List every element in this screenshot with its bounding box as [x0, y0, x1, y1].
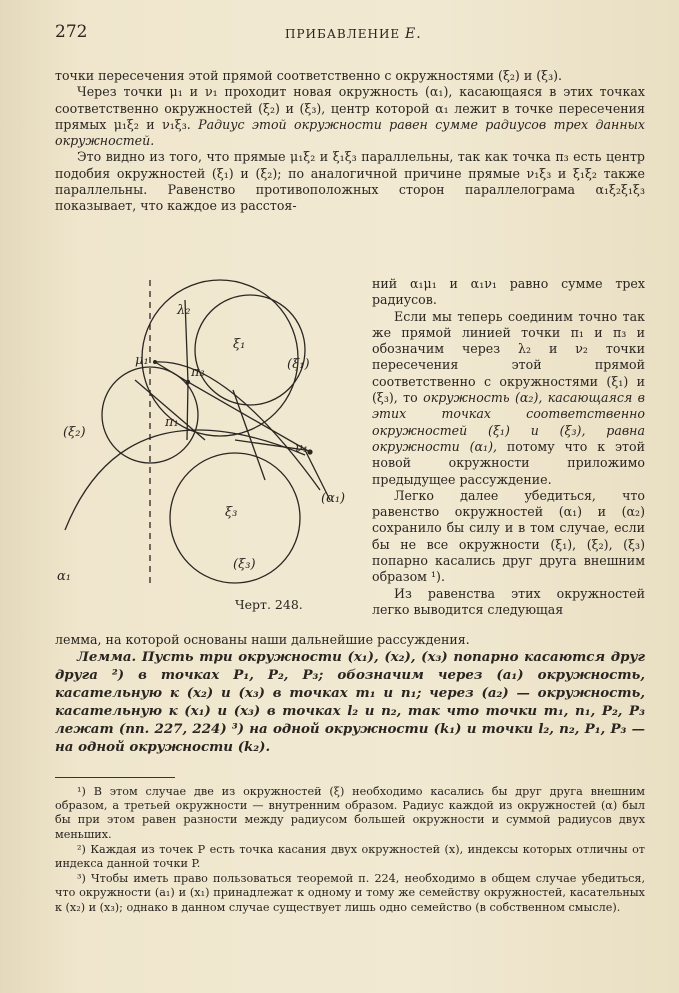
- paragraph: Из равенства этих окружностей легко выводится следующая: [372, 585, 645, 617]
- figure-caption: Черт. 248.: [235, 597, 303, 612]
- footnote: ²) Каждая из точек P есть точка касания двух окружностей (x), индексы которых отличны от индекса данной точки P.: [55, 842, 645, 871]
- footnote-rule: [55, 777, 175, 778]
- emphasis: Радиус этой окружности равен сумме радиусов трех данных окружностей.: [55, 116, 645, 149]
- label-nu1: ν₁: [295, 441, 309, 456]
- label-alpha1-center: α₁: [57, 569, 71, 584]
- line-xi2: [135, 380, 205, 440]
- point-pi3: [186, 380, 190, 384]
- paragraph: Через точки μ₁ и ν₁ проходит новая окружность (α₁), касающаяся в этих точках соответственно окружностей (ξ₂) и (ξ₃), центр которой α₁ лежит в точке пересечения прямых μ₁ξ₂ и ν₁ξ₃. Радиус этой окружности равен сумме радиусов трех данных окружностей.: [55, 84, 645, 149]
- emphasis: окружность (α₂), касающаяся в этих точках соответственно окружностей (ξ₁) и (ξ₃), равна окружности (α₁),: [372, 390, 645, 454]
- label-lambda2: λ₂: [177, 303, 191, 318]
- circle-xi1: [195, 295, 305, 405]
- page-number: 272: [55, 22, 88, 42]
- line-mu1-nu1: [155, 362, 310, 452]
- label-mu1: μ₁: [135, 353, 149, 368]
- line-lambda2: [185, 300, 188, 440]
- page-header: [55, 22, 639, 44]
- line-nu1: [235, 440, 330, 500]
- paragraph: ний α₁μ₁ и α₁ν₁ равно сумме трех радиусов.: [372, 276, 645, 308]
- label-xi3-circle: (ξ₃): [233, 557, 256, 572]
- paragraph: Это видно из того, что прямые μ₁ξ₂ и ξ₁ξ₃ параллельны, так как точка π₃ есть центр подобия окружностей (ξ₁) и (ξ₂); по аналогичной причине прямые ν₁ξ₃ и ξ₁ξ₂ также параллельны. Равенство противоположных сторон параллелограма α₁ξ₂ξ₁ξ₃ показывает, что каждое из расстоя-: [55, 149, 645, 214]
- paragraph: точки пересечения этой прямой соответственно с окружностями (ξ₂) и (ξ₃).: [55, 68, 563, 83]
- paragraph: Легко далее убедиться, что равенство окружностей (α₁) и (α₂) сохранило бы силу и в том случае, если бы не все окружности (ξ₁), (ξ₂), (ξ₃) попарно касались друг друга внешним образом ¹).: [372, 487, 645, 585]
- body-text-top: [55, 68, 645, 215]
- label-xi2-circle: (ξ₂): [63, 425, 86, 440]
- body-text-right: [372, 276, 645, 618]
- paragraph: Если мы теперь соединим точно так же прямой линией точки π₁ и π₃ и обозначим через λ₂ и ν₂ точки пересечения этой прямой соответственно с окружностями (ξ₁) и (ξ₃), то окружность (α₂), касающаяся в этих точках соответственно окружностей (ξ₁) и (ξ₃), равна окружности (α₁), потому что к этой новой окружности приложимо предыдущее рассуждение.: [372, 308, 645, 487]
- paragraph: лемма, на которой основаны наши дальнейшие рассуждения.: [55, 632, 470, 647]
- label-xi1-circle: (ξ₁): [287, 357, 310, 372]
- footnotes: [55, 785, 645, 916]
- point-mu1: [153, 360, 157, 364]
- body-text-bottom: [55, 632, 645, 756]
- label-pi1: π₁: [165, 415, 179, 430]
- lemma: Лемма. Пусть три окружности (x₁), (x₂), (x₃) попарно касаются друг друга ²) в точках P₁, P₂, P₃; обозначим через (a₁) окружность, касательную к (x₂) и (x₃) в точках m₁ и n₁; через (a₂) — окружность, касательную к (x₁) и (x₃) в точках l₂ и n₂, так что точки m₁, n₁, P₂, P₃ лежат (пп. 227, 224) ³) на одной окружности (k₁) и точки l₂, n₂, P₁, P₃ — на одной окружности (k₂).: [55, 649, 645, 756]
- running-title: ПРИБАВЛЕНИЕ E.: [285, 26, 422, 42]
- geometric-drawing: [55, 240, 355, 600]
- point-nu1: [307, 449, 312, 454]
- label-xi3-center: ξ₃: [225, 505, 238, 520]
- label-alpha1-circle: (α₁): [321, 491, 346, 506]
- figure-248: [55, 240, 355, 600]
- footnote: ¹) В этом случае две из окружностей (ξ) необходимо касались бы друг друга внешним образом, а третьей окружности — внутренним образом. Радиус каждой из окружностей (α) был бы при этом равен разности между радиусом большей окружности и суммой радиусов двух меньших.: [55, 785, 645, 841]
- label-pi3: π₃: [191, 365, 205, 380]
- footnote: ³) Чтобы иметь право пользоваться теоремой п. 224, необходимо в общем случае убедиться, что окружности (a₁) и (x₁) принадлежат к одному и тому же семейству окружностей, касательных к (x₂) и (x₃); однако в данном случае существует лишь одно семейство (в собственном смысле).: [55, 872, 645, 914]
- label-xi1-center: ξ₁: [233, 337, 246, 352]
